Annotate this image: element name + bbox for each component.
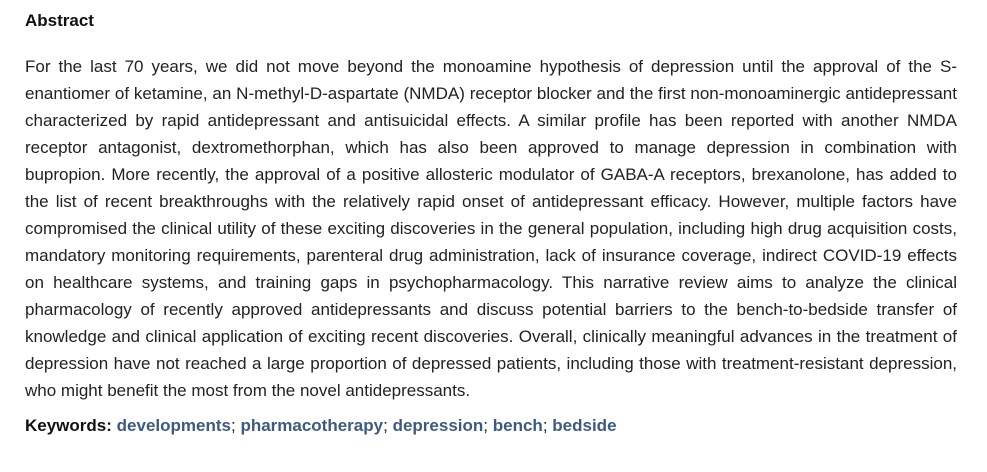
keyword-link-bench[interactable]: bench (492, 416, 543, 435)
keywords-label: Keywords: (25, 416, 112, 435)
abstract-heading: Abstract (25, 11, 94, 30)
keyword-link-developments[interactable]: developments (116, 416, 231, 435)
keyword-separator: ; (542, 416, 548, 435)
keyword-link-bedside[interactable]: bedside (552, 416, 617, 435)
keyword-link-depression[interactable]: depression (392, 416, 484, 435)
keywords-line (25, 412, 957, 439)
keyword-separator: ; (483, 416, 489, 435)
abstract-body: For the last 70 years, we did not move beyond the monoamine hypothesis of depression until the approval of the S-enantiomer of ketamine, an N-methyl-D-aspartate (NMDA) receptor blocker and the first non-monoaminergic antidepressant characterized by rapid antidepressant and antisuicidal effects. A similar profile has been reported with another NMDA receptor antagonist, dextromethorphan, which has also been approved to manage depression in combination with bupropion. More recently, the approval of a positive allosteric modulator of GABA-A receptors, brexanolone, has added to the list of recent breakthroughs with the relatively rapid onset of antidepressant efficacy. However, multiple factors have compromised the clinical utility of these exciting discoveries in the general population, including high drug acquisition costs, mandatory monitoring requirements, parenteral drug administration, lack of insurance coverage, indirect COVID-19 effects on healthcare systems, and training gaps in psychopharmacology. This narrative review aims to analyze the clinical pharmacology of recently approved antidepressants and discuss potential barriers to the bench-to-bedside transfer of knowledge and clinical application of exciting recent discoveries. Overall, clinically meaningful advances in the treatment of depression have not reached a large proportion of depressed patients, including those with treatment-resistant depression, who might benefit the most from the novel antidepressants. (25, 57, 957, 400)
keyword-link-pharmacotherapy[interactable]: pharmacotherapy (240, 416, 384, 435)
keyword-separator: ; (383, 416, 388, 435)
keyword-separator: ; (230, 416, 236, 435)
